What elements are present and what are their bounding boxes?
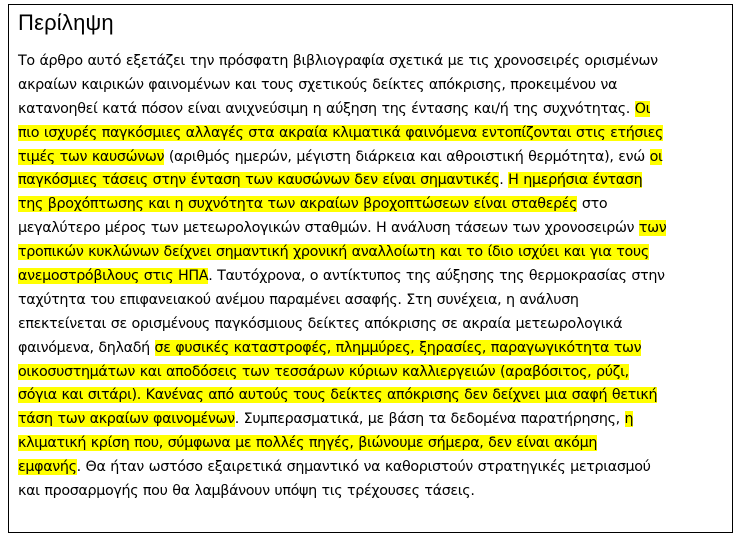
text-line: [18, 337, 724, 361]
text-line: [18, 74, 724, 98]
highlighted-text: τροπικών κυκλώνων δείχνει σημαντική χρονική αναλλοίωτη και το ίδιο ισχύει και για τους: [18, 244, 649, 261]
text-line: [18, 289, 724, 313]
text-line: [18, 146, 724, 170]
text-line: [18, 50, 724, 74]
text-segment: . Ταυτόχρονα, ο αντίκτυπος της αύξησης της θερμοκρασίας στην: [208, 268, 665, 285]
text-line: [18, 265, 724, 289]
text-segment: στο: [577, 196, 608, 213]
text-segment: . Θα ήταν ωστόσο εξαιρετικά σημαντικό να καθοριστούν στρατηγικές μετριασμού: [76, 459, 651, 476]
text-line: [18, 432, 724, 456]
text-line: [18, 313, 724, 337]
text-segment: και προσαρμογής που θα λαμβάνουν υπόψη τις τρέχουσες τάσεις.: [18, 483, 475, 500]
highlighted-text: εμφανής: [18, 459, 77, 476]
highlighted-text: πιο ισχυρές παγκόσμιες αλλαγές στα ακραία κλιματικά φαινόμενα εντοπίζονται στις ετήσιες: [18, 124, 664, 141]
text-line: [18, 480, 724, 504]
text-line: [18, 361, 724, 385]
text-line: [18, 98, 724, 122]
text-segment: κατανοηθεί κατά πόσον είναι ανιχνεύσιμη η αύξηση της έντασης και/ή της συχνότητας.: [18, 100, 635, 117]
highlighted-text: τιμές των καυσώνων: [18, 148, 165, 165]
highlighted-text: κλιματική κρίση που, σύμφωνα με πολλές πηγές, βιώνουμε σήμερα, δεν είναι ακόμη: [18, 435, 598, 452]
highlighted-text: η: [624, 411, 634, 428]
highlighted-text: οι: [649, 148, 663, 165]
text-segment: . Συμπερασματικά, με βάση τα δεδομένα παρατήρησης,: [234, 411, 625, 428]
text-segment: Το άρθρο αυτό εξετάζει την πρόσφατη βιβλιογραφία σχετικά με τις χρονοσειρές ορισμένων: [18, 53, 658, 69]
highlighted-text: Οι: [634, 100, 651, 117]
highlighted-text: παγκόσμιες τάσεις στην ένταση των καυσώνων δεν είναι σημαντικές: [18, 172, 500, 189]
text-line: [18, 241, 724, 265]
text-segment: .: [499, 172, 509, 189]
highlighted-text: οικοσυστημάτων και αποδόσεις των τεσσάρων κύριων καλλιεργειών (αραβόσιτος, ρύζι,: [18, 363, 629, 380]
highlighted-text: ανεμοστρόβιλους στις ΗΠΑ: [18, 268, 209, 285]
text-line: [18, 217, 724, 241]
abstract-paragraph: [18, 50, 724, 504]
text-line: [18, 193, 724, 217]
highlighted-text: τάση των ακραίων φαινομένων: [18, 411, 235, 428]
highlighted-text: Η ημερήσια ένταση: [508, 172, 643, 189]
text-segment: φαινόμενα, δηλαδή: [18, 339, 155, 356]
text-line: [18, 384, 724, 408]
highlighted-text: σόγια και σιτάρι). Κανένας από αυτούς τους δείκτες απόκρισης δεν δείχνει μια σαφή θετική: [18, 387, 658, 404]
text-line: [18, 122, 724, 146]
text-segment: επεκτείνεται σε ορισμένους παγκόσμιους δείκτες απόκρισης σε ακραία μετεωρολογικά: [18, 315, 623, 332]
text-segment: ακραίων καιρικών φαινομένων και τους σχετικούς δείκτες απόκρισης, προκειμένου να: [18, 76, 618, 93]
text-segment: μεγαλύτερο μέρος των μετεωρολογικών σταθμών. Η ανάλυση τάσεων των χρονοσειρών: [18, 220, 639, 237]
page-title: Περίληψη: [18, 10, 114, 35]
text-segment: ταχύτητα του επιφανειακού ανέμου παραμένει ασαφής. Στη συνέχεια, η ανάλυση: [18, 291, 579, 308]
text-line: [18, 456, 724, 480]
highlighted-text: των: [638, 220, 667, 237]
text-segment: (αριθμός ημερών, μέγιστη διάρκεια και αθροιστική θερμότητα), ενώ: [164, 148, 650, 165]
text-line: [18, 408, 724, 432]
highlighted-text: της βροχόπτωσης και η συχνότητα των ακραίων βροχοπτώσεων είναι σταθερές: [18, 196, 578, 213]
text-line: [18, 169, 724, 193]
highlighted-text: σε φυσικές καταστροφές, πλημμύρες, ξηρασίες, παραγωγικότητα των: [154, 339, 642, 356]
